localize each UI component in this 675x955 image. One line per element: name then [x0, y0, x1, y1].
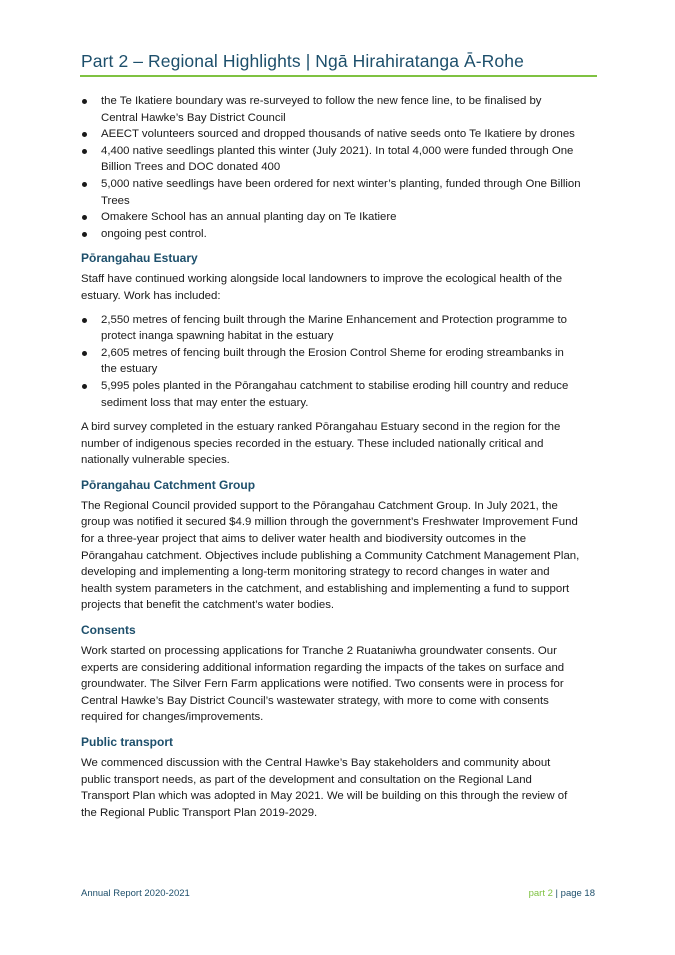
list-item: 2,605 metres of fencing built through the Erosion Control Sheme for eroding streambanks in the estuary	[81, 345, 581, 378]
page-title: Part 2 – Regional Highlights | Ngā Hirahiratanga Ā-Rohe	[81, 51, 524, 71]
section-heading-transport: Public transport	[81, 735, 174, 749]
list-item: 4,400 native seedlings planted this winter (July 2021). In total 4,000 were funded through One Billion Trees and DOC donated 400	[81, 143, 581, 176]
consents-body: Work started on processing applications for Tranche 2 Ruataniwha groundwater consents. Our experts are considering additional information regarding the impacts of the takes on surface and groundwater. The Silver Fern Farm applications were notified. Two consents were in process for Central Hawke’s Bay District Council’s wastewater strategy, with more to come with consents required for changes/improvements.	[81, 645, 565, 724]
list-item: 5,000 native seedlings have been ordered for next winter’s planting, funded through One Billion Trees	[81, 176, 581, 209]
section-heading-estuary: Pōrangahau Estuary	[81, 251, 198, 266]
title-divider	[80, 75, 597, 77]
list-item: AEECT volunteers sourced and dropped thousands of native seeds onto Te Ikatiere by drones	[81, 126, 581, 143]
list-item: 5,995 poles planted in the Pōrangahau catchment to stabilise eroding hill country and reduce sediment loss that may enter the estuary.	[81, 378, 581, 411]
footer-page-number: page 18	[560, 888, 595, 899]
section-heading-catchment: Pōrangahau Catchment Group	[81, 477, 256, 492]
intro-bullet-list	[81, 93, 581, 242]
list-item: ongoing pest control.	[81, 226, 581, 243]
list-item: 2,550 metres of fencing built through the Marine Enhancement and Protection programme to protect inanga spawning habitat in the estuary	[81, 312, 581, 345]
footer-part-label: part 2	[528, 888, 553, 899]
estuary-intro: Staff have continued working alongside local landowners to improve the ecological health of the estuary. Work has included:	[81, 273, 563, 302]
list-item: the Te Ikatiere boundary was re-surveyed to follow the new fence line, to be finalised by Central Hawke’s Bay District Council	[81, 93, 581, 126]
footer-separator: |	[555, 888, 559, 899]
catchment-body: The Regional Council provided support to the Pōrangahau Catchment Group. In July 2021, the group was notified it secured $4.9 million through the government’s Freshwater Improvement Fund for a three-year project that aims to deliver water health and biodiversity outcomes in the Pōrangahau catchment. Objectives include publishing a Community Catchment Management Plan, developing and implementing a long-term monitoring strategy to record changes in water and health system parameters in the catchment, and establishing and implementing a fund to support projects that benefit the catchment’s water bodies.	[81, 499, 580, 612]
footer-page-info	[529, 888, 595, 899]
transport-body: We commenced discussion with the Central Hawke’s Bay stakeholders and community about public transport needs, as part of the development and consultation on the Regional Land Transport Plan which was adopted in May 2021. We will be building on this through the review of the Regional Public Transport Plan 2019-2029.	[81, 757, 568, 819]
estuary-bullet-list	[81, 312, 581, 412]
list-item: Omakere School has an annual planting day on Te Ikatiere	[81, 209, 581, 226]
estuary-closing: A bird survey completed in the estuary ranked Pōrangahau Estuary second in the region for the number of indigenous species recorded in the estuary. These included nationally critical and nationally vulnerable species.	[81, 421, 561, 467]
section-heading-consents: Consents	[81, 623, 136, 638]
footer-report-title: Annual Report 2020-2021	[81, 888, 190, 899]
document-body	[81, 93, 581, 821]
